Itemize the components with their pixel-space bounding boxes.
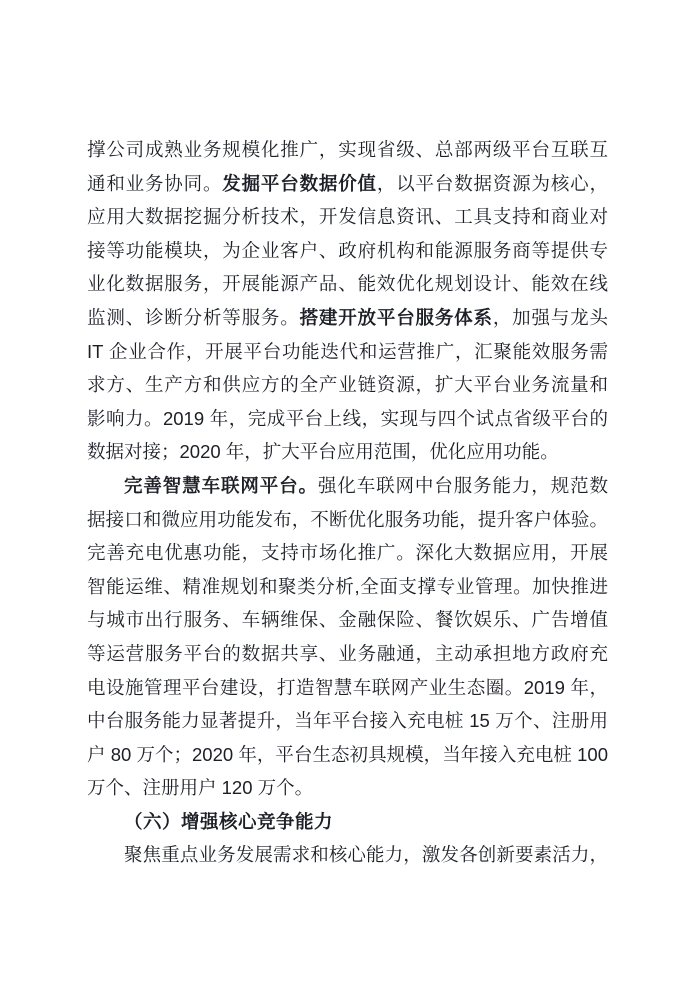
text-line: [87, 738, 608, 772]
text-line: [87, 469, 608, 503]
text-segment: 强化车联网中台服务能力，规范数: [317, 474, 608, 496]
text-segment: 影响力。2019 年，完成平台上线，实现与四个试点省级平台的: [87, 407, 608, 429]
text-line: [87, 637, 608, 671]
text-line: [87, 301, 608, 335]
paragraph-platform-data-value: [87, 133, 608, 469]
bold-text-segment: 完善智慧车联网平台。: [124, 474, 318, 496]
text-segment: 接等功能模块，为企业客户、政府机构和能源服务商等提供专: [87, 239, 608, 261]
text-line: [87, 234, 608, 268]
paragraph-smart-ev-network-platform: [87, 469, 608, 805]
text-line: [87, 435, 608, 469]
text-segment: ，以平台数据资源为核心，: [376, 172, 608, 194]
bold-text-segment: （六）增强核心竞争能力: [124, 810, 334, 832]
text-line: [87, 200, 608, 234]
text-line: [87, 771, 608, 805]
heading-section-six: [87, 805, 608, 839]
text-line: [87, 671, 608, 705]
text-line: [87, 167, 608, 201]
text-line: [87, 267, 608, 301]
paragraph-core-competence-intro: [87, 838, 608, 872]
text-line: [87, 503, 608, 537]
text-segment: 万个、注册用户 120 万个。: [87, 777, 314, 799]
text-line: [87, 570, 608, 604]
text-segment: 中台服务能力显著提升，当年平台接入充电桩 15 万个、注册用: [87, 710, 608, 732]
text-segment: 电设施管理平台建设，打造智慧车联网产业生态圈。2019 年，: [87, 676, 608, 698]
document-text-block: [87, 133, 608, 872]
text-segment: 户 80 万个；2020 年，平台生态初具规模，当年接入充电桩 100: [87, 743, 608, 765]
text-segment: 与城市出行服务、车辆维保、金融保险、餐饮娱乐、广告增值: [87, 609, 608, 631]
text-line: [87, 838, 608, 872]
text-segment: IT 企业合作，开展平台功能迭代和运营推广，汇聚能效服务需: [87, 340, 608, 362]
text-segment: 据接口和微应用功能发布，不断优化服务功能，提升客户体验。: [87, 508, 608, 530]
text-line: [87, 335, 608, 369]
text-segment: 应用大数据挖掘分析技术，开发信息资讯、工具支持和商业对: [87, 206, 608, 228]
text-line: [87, 704, 608, 738]
text-line: [87, 805, 608, 839]
text-segment: 通和业务协同。: [87, 172, 223, 194]
text-line: [87, 368, 608, 402]
bold-text-segment: 搭建开放平台服务体系: [299, 306, 493, 328]
bold-text-segment: 发掘平台数据价值: [222, 172, 377, 194]
text-line: [87, 133, 608, 167]
text-segment: 求方、生产方和供应方的全产业链资源，扩大平台业务流量和: [87, 374, 608, 396]
text-segment: 数据对接；2020 年，扩大平台应用范围，优化应用功能。: [87, 441, 559, 463]
text-segment: 撑公司成熟业务规模化推广，实现省级、总部两级平台互联互: [87, 139, 608, 160]
text-segment: 完善充电优惠功能，支持市场化推广。深化大数据应用，开展: [87, 542, 608, 564]
text-segment: 聚焦重点业务发展需求和核心能力，激发各创新要素活力，: [124, 844, 608, 866]
text-segment: 等运营服务平台的数据共享、业务融通，主动承担地方政府充: [87, 642, 608, 664]
text-segment: 业化数据服务，开展能源产品、能效优化规划设计、能效在线: [87, 273, 608, 295]
text-segment: 监测、诊断分析等服务。: [87, 306, 300, 328]
text-line: [87, 603, 608, 637]
text-segment: ，加强与龙头: [492, 306, 608, 328]
text-line: [87, 402, 608, 436]
text-segment: 智能运维、精准规划和聚类分析,全面支撑专业管理。加快推进: [87, 575, 608, 597]
text-line: [87, 536, 608, 570]
